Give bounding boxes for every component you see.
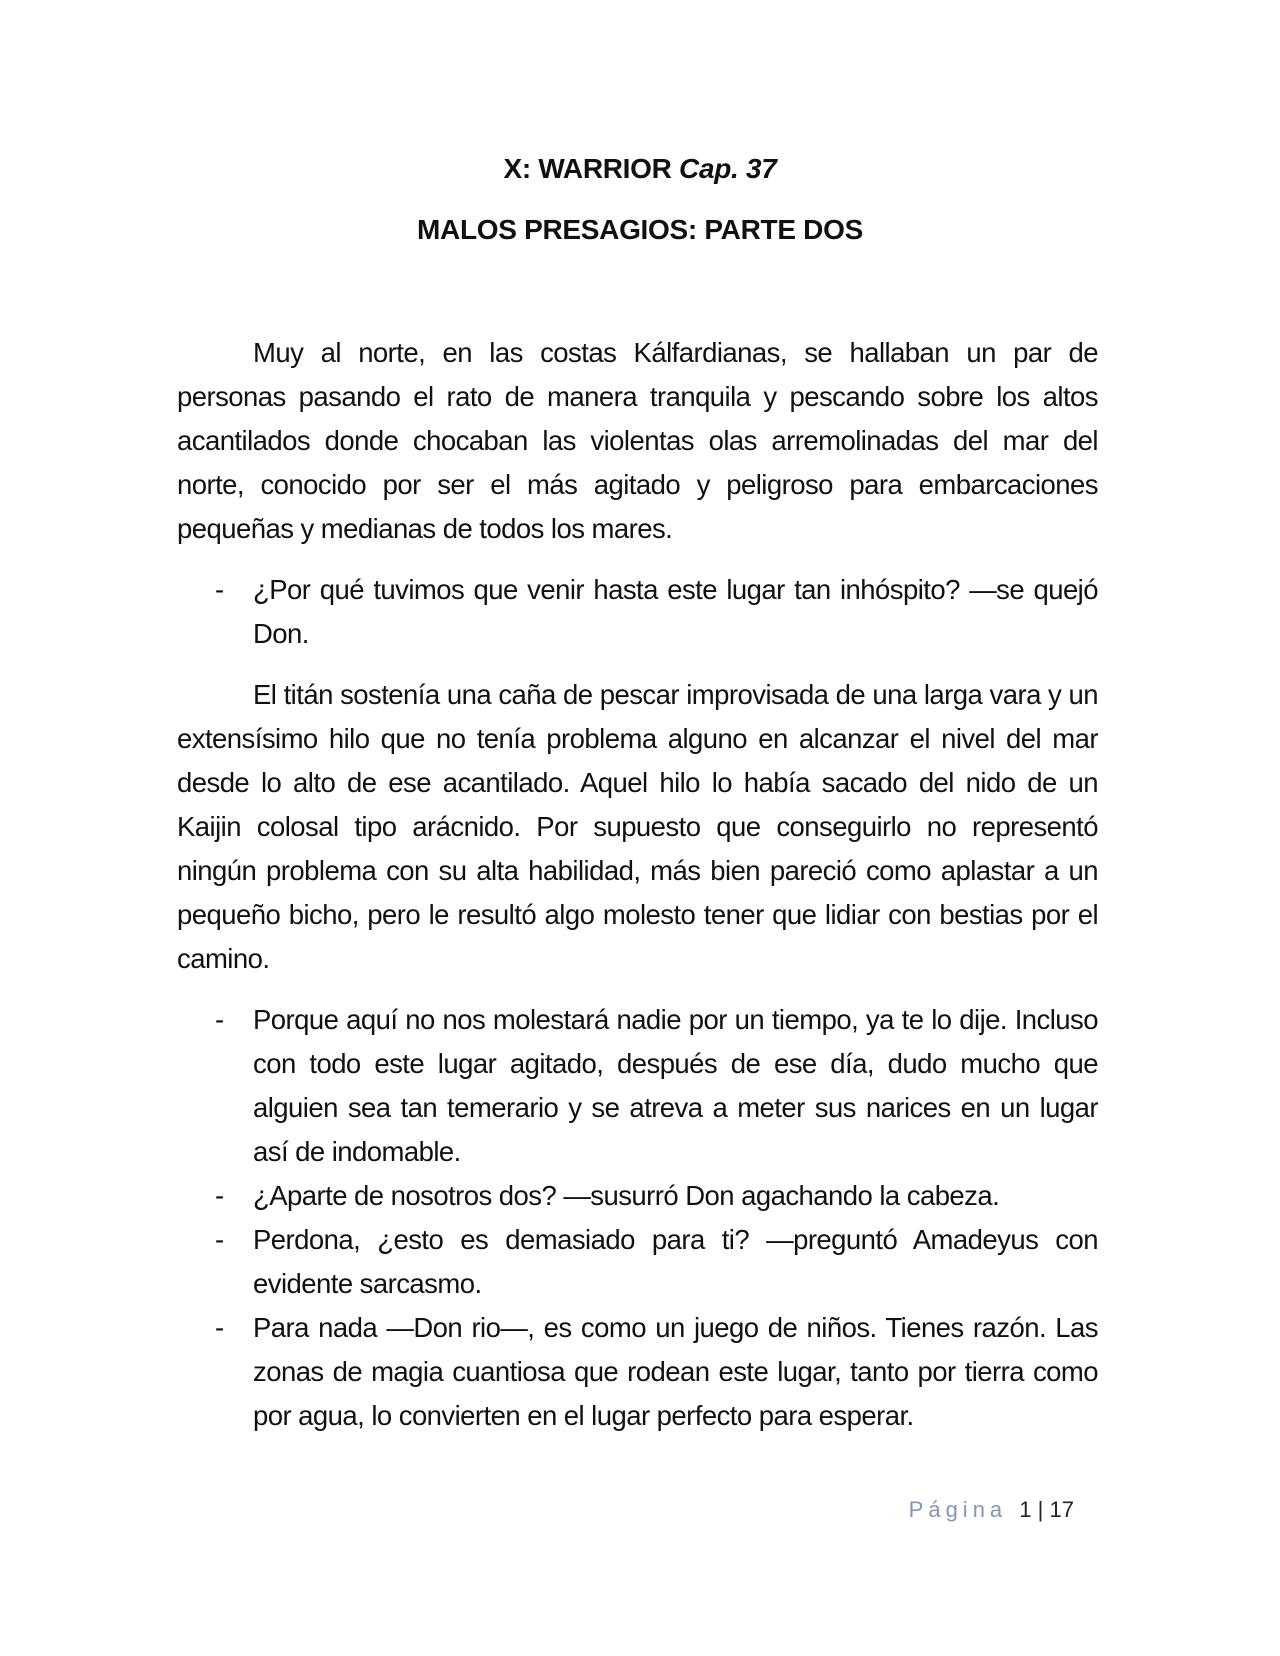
dialogue-dash: -: [215, 1224, 224, 1255]
chapter-subtitle: MALOS PRESAGIOS: PARTE DOS: [417, 214, 863, 245]
dialogue-line: [177, 1218, 1098, 1306]
paragraph: El titán sostenía una caña de pescar improvisada de una larga vara y un extensísimo hilo que no tenía problema alguno en alcanzar el nivel del mar desde lo alto de ese acantilado. Aquel hilo lo había sacado del nido de un Kaijin colosal tipo arácnido. Por supuesto que conseguirlo no representó ningún problema con su alta habilidad, más bien pareció como aplastar a un pequeño bicho, pero le resultó algo molesto tener que lidiar con bestias por el camino.: [177, 679, 1098, 974]
page-separator: |: [1037, 1497, 1044, 1522]
dialogue-line: [177, 998, 1098, 1174]
dialogue-line: [177, 1174, 1098, 1218]
dialogue-text: Perdona, ¿esto es demasiado para ti? —preguntó Amadeyus con evidente sarcasmo.: [253, 1224, 1098, 1299]
book-title: X: WARRIOR: [503, 153, 672, 184]
dialogue-dash: -: [215, 574, 224, 605]
dialogue-line: [177, 568, 1098, 656]
page-footer: [909, 1497, 1074, 1523]
dialogue-text: ¿Aparte de nosotros dos? —susurró Don agachando la cabeza.: [253, 1180, 1000, 1211]
paragraph: Muy al norte, en las costas Kálfardianas, se hallaban un par de personas pasando el rato de manera tranquila y pescando sobre los altos acantilados donde chocaban las violentas olas arremolinadas del mar del norte, conocido por ser el más agitado y peligroso para embarcaciones pequeñas y medianas de todos los mares.: [177, 337, 1098, 544]
page-number: 1: [1019, 1497, 1032, 1522]
dialogue-dash: -: [215, 1004, 224, 1035]
document-body: [177, 331, 1098, 1438]
dialogue-text: Porque aquí no nos molestará nadie por un tiempo, ya te lo dije. Incluso con todo este lugar agitado, después de ese día, dudo mucho que alguien sea tan temerario y se atreva a meter sus narices en un lugar así de indomable.: [253, 1004, 1098, 1167]
chapter-title: [0, 153, 1280, 185]
dialogue-dash: -: [215, 1180, 224, 1211]
dialogue-dash: -: [215, 1312, 224, 1343]
dialogue-text: Para nada —Don rio—, es como un juego de niños. Tienes razón. Las zonas de magia cuantiosa que rodean este lugar, tanto por tierra como por agua, lo convierten en el lugar perfecto para esperar.: [253, 1312, 1098, 1431]
dialogue-text: ¿Por qué tuvimos que venir hasta este lugar tan inhóspito? —se quejó Don.: [253, 574, 1098, 649]
dialogue-line: [177, 1306, 1098, 1438]
page-total: 17: [1049, 1497, 1074, 1522]
page-label: Página: [908, 1497, 1008, 1522]
chapter-number: Cap. 37: [679, 153, 777, 184]
